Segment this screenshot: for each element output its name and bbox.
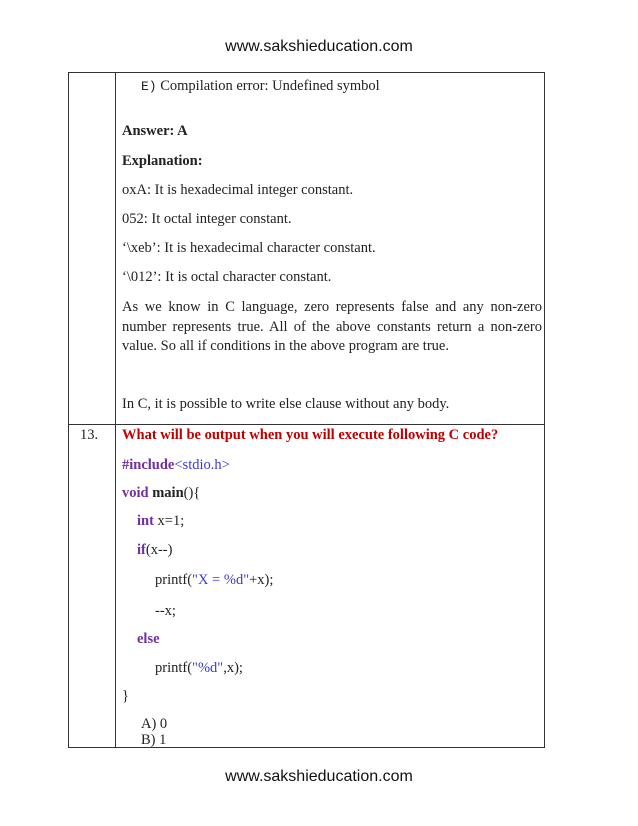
explanation-paragraph: As we know in C language, zero represents false and any non-zero number represents true. All of the above constants return a non-zero value. So all if conditions in the above program are true. xyxy=(122,299,542,354)
code-line-main xyxy=(122,483,200,503)
option-e-text: Compilation error: Undefined symbol xyxy=(160,78,380,94)
printf1-end: +x); xyxy=(249,572,274,588)
closing-note: In C, it is possible to write else clause without any body. xyxy=(122,396,450,412)
void-keyword: void xyxy=(122,485,149,501)
printf1-string: "X = %d" xyxy=(192,572,250,588)
code-line-printf1 xyxy=(155,570,273,590)
explanation-line: ‘\012’: It is octal character constant. xyxy=(122,269,332,285)
code-line-printf2 xyxy=(155,658,243,678)
code-line-include xyxy=(122,455,230,475)
printf2-end: ,x); xyxy=(223,660,243,676)
printf2-string: "%d" xyxy=(192,660,224,676)
question-text: What will be output when you will execute following C code? xyxy=(122,427,499,443)
int-rest: x=1; xyxy=(153,513,185,529)
code-line-close: } xyxy=(122,688,129,704)
header-site-url: www.sakshieducation.com xyxy=(225,38,413,55)
int-keyword: int xyxy=(137,513,154,529)
column-divider xyxy=(115,73,116,747)
include-file: <stdio.h> xyxy=(174,457,230,473)
if-keyword: if xyxy=(137,542,146,558)
explanation-line: 052: It octal integer constant. xyxy=(122,211,292,227)
option-e-letter: E) xyxy=(141,79,157,94)
if-rest: (x--) xyxy=(145,542,173,558)
include-keyword: #include xyxy=(122,457,175,473)
question-number: 13. xyxy=(80,427,99,443)
answer: Answer: A xyxy=(122,123,188,139)
printf2-start: printf( xyxy=(155,660,193,676)
option-e xyxy=(141,76,380,97)
else-keyword: else xyxy=(137,631,160,647)
main-rest: (){ xyxy=(183,485,201,501)
main-name: main xyxy=(152,485,184,501)
option-a: A) 0 xyxy=(141,716,168,732)
option-b: B) 1 xyxy=(141,732,167,748)
explanation-line: oxA: It is hexadecimal integer constant. xyxy=(122,182,354,198)
printf1-start: printf( xyxy=(155,572,193,588)
explanation-line: ‘\xeb’: It is hexadecimal character constant. xyxy=(122,240,376,256)
code-line-int xyxy=(137,511,184,531)
explanation-label: Explanation: xyxy=(122,153,203,169)
code-line-decrement: --x; xyxy=(155,603,176,619)
code-line-if xyxy=(137,540,172,560)
footer-site-url: www.sakshieducation.com xyxy=(225,768,413,785)
